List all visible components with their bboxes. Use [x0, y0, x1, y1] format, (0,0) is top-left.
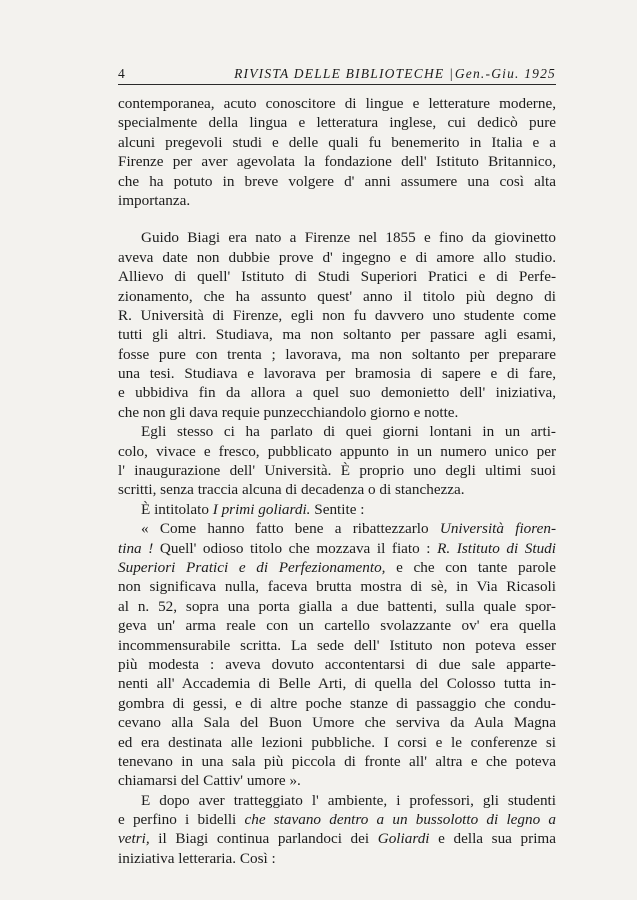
text-line: chiamarsi del Cattiv' umore ».: [118, 772, 301, 790]
text-line: colo, vivace e fresco, pubblicato appunto in un numero unico per: [118, 442, 556, 460]
text-line: nenti all' Accademia di Belle Arti, di quella del Colosso tutta in-: [118, 675, 556, 693]
text-run: e della sua prima: [429, 830, 556, 848]
text-run: Sentite :: [310, 500, 365, 518]
text-line: [118, 810, 556, 829]
text-line: più modesta : aveva dovuto accontentarsi di due sale apparte-: [118, 655, 556, 673]
journal-running-title: [234, 66, 556, 82]
text-line: alcuni pregevoli studi e delle quali fu benemerito in Italia e a: [118, 133, 556, 151]
text-line: [118, 500, 556, 519]
text-line: cevano alla Sala del Buon Umore che serviva da Aula Magna: [118, 714, 556, 732]
issue-date: Gen.-Giu. 1925: [454, 66, 556, 81]
body-text: [118, 94, 556, 868]
paragraph-gap: [118, 210, 556, 228]
text-line: E dopo aver tratteggiato l' ambiente, i professori, gli studenti: [141, 791, 556, 809]
italic-text: Università fioren-: [439, 520, 556, 538]
text-line: e ubbidiva fin da allora a quel suo demonietto dell' iniziativa,: [118, 384, 556, 402]
text-run: il Biagi continua parlandoci dei: [149, 830, 378, 848]
italic-text: Goliardi: [377, 830, 430, 848]
italic-text: vetri,: [118, 830, 150, 848]
text-line: gombra di gessi, e di altre poche stanze di passaggio che condu-: [118, 694, 556, 712]
text-line: Guido Biagi era nato a Firenze nel 1855 e fino da giovinetto: [141, 229, 556, 247]
text-line: incommensurabile scritta. La sede dell' Istituto non poteva esser: [118, 636, 556, 654]
text-run: e perfino i bidelli: [118, 811, 245, 829]
text-line: [118, 539, 556, 558]
text-line: [118, 558, 556, 577]
text-line: contemporanea, acuto conoscitore di lingue e letterature moderne,: [118, 95, 556, 112]
text-line: l' inaugurazione dell' Università. È proprio uno degli ultimi suoi: [118, 462, 556, 480]
italic-text: tina !: [118, 539, 154, 557]
italic-text: R. Istituto di Studi: [437, 539, 556, 557]
text-line: geva un' arma reale con un cartello svolazzante ov' era quella: [118, 617, 556, 635]
text-run: e che con tante parole: [385, 558, 556, 576]
text-line: che ha potuto in breve volgere d' anni assumere una così alta: [118, 172, 556, 190]
italic-text: I primi goliardi.: [212, 500, 311, 518]
text-line: iniziativa letteraria. Così :: [118, 849, 276, 867]
text-line: zionamento, che ha assunto quest' anno il titolo più degno di: [118, 287, 556, 305]
text-line: che non gli dava requie punzecchiandolo giorno e notte.: [118, 403, 459, 421]
text-run: È intitolato: [141, 500, 213, 518]
text-line: una tesi. Studiava e lavorava per bramosia di sapere e di fare,: [118, 365, 556, 383]
page-number: 4: [118, 66, 125, 81]
text-line: Allievo di quell' Istituto di Studi Superiori Pratici e di Perfe-: [118, 268, 556, 286]
journal-title: RIVISTA DELLE BIBLIOTECHE: [234, 66, 445, 81]
text-run: Quell' odioso titolo che mozzava il fiato :: [153, 539, 438, 557]
text-line: R. Università di Firenze, egli non fu davvero uno studente come: [118, 306, 556, 324]
text-line: Egli stesso ci ha parlato di quei giorni lontani in un arti-: [141, 423, 556, 441]
text-line: Firenze per aver agevolata la fondazione dell' Istituto Britannico,: [118, 153, 556, 171]
text-line: ed era destinata alle lezioni pubbliche. I corsi e le conferenze si: [118, 733, 556, 751]
italic-text: Superiori Pratici e di Perfezionamento,: [118, 558, 386, 576]
text-line: tutti gli altri. Studiava, ma non soltanto per passare agli esami,: [118, 326, 556, 344]
text-line: importanza.: [118, 191, 191, 209]
text-line: aveva date non dubbie prove d' ingegno e di amore allo studio.: [118, 248, 556, 266]
header-separator: |: [449, 66, 454, 81]
text-line: [118, 519, 556, 538]
text-line: scritti, senza traccia alcuna di decadenza o di stanchezza.: [118, 481, 465, 499]
text-line: fosse pure con trenta ; lavorava, ma non soltanto per preparare: [118, 345, 556, 363]
text-line: tenevano in una sala più piccola di fronte all' altra e che poteva: [118, 752, 556, 770]
text-run: « Come hanno fatto bene a ribattezzarlo: [141, 520, 440, 538]
text-line: non significava nulla, faceva brutta mostra di sè, in Via Ricasoli: [118, 578, 556, 596]
text-line: specialmente della lingua e letteratura inglese, cui dedicò pure: [118, 114, 556, 132]
text-line: [118, 829, 556, 848]
running-header: [118, 62, 556, 85]
italic-text: che stavano dentro a un bussolotto di legno a: [244, 811, 556, 829]
text-line: al n. 52, sopra una porta gialla a due battenti, sulla quale spor-: [118, 597, 556, 615]
